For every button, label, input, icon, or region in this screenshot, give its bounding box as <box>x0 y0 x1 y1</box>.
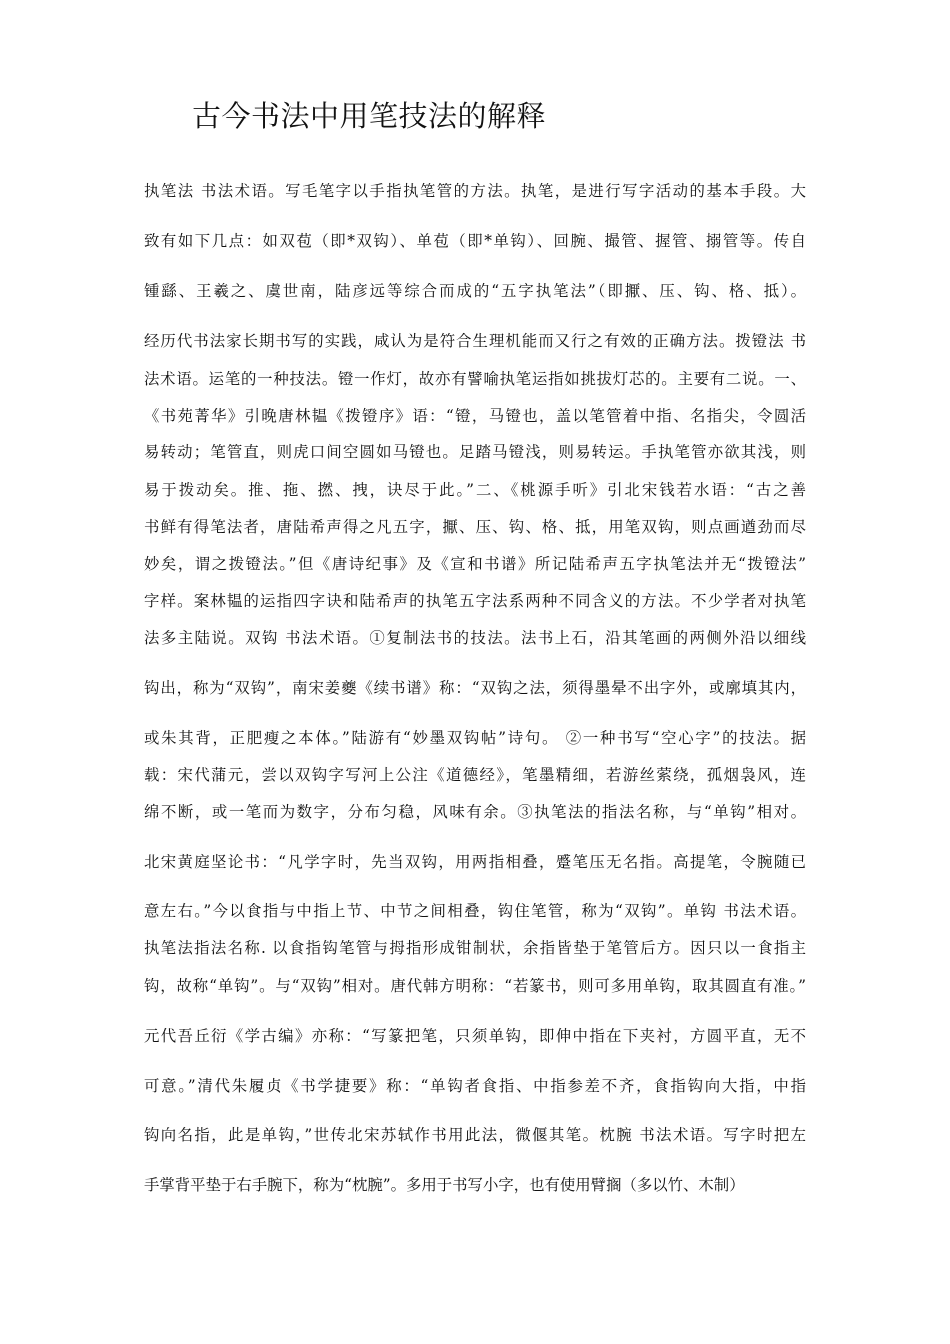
text-line: 《书苑菁华》引晚唐林韫《拨镫序》语：“镫，马镫也，盖以笔管着中指、名指尖，令圆活 <box>144 407 806 425</box>
text-line: 或朱其背，正肥瘦之本体。”陆游有“妙墨双钩帖”诗句。 ②一种书写“空心字”的技法。据 <box>144 729 806 747</box>
text-line: 绵不断，或一笔而为数字，分布匀稳，风味有余。③执笔法的指法名称，与“单钩”相对。 <box>144 803 806 821</box>
text-line: 可意。”清代朱履贞《书学捷要》称：“单钩者食指、中指参差不齐，食指钩向大指，中指 <box>144 1077 806 1095</box>
text-line: 锺繇、王羲之、虞世南，陆彦远等综合而成的“五字执笔法”（即擫、压、钩、格、抵）。 <box>144 282 806 300</box>
text-line: 法术语。运笔的一种技法。镫一作灯，故亦有譬喻执笔运指如挑拔灯芯的。主要有二说。一、 <box>144 370 806 388</box>
text-line: 元代吾丘衍《学古编》亦称：“写篆把笔，只须单钩，即伸中指在下夹衬，方圆平直，无不 <box>144 1027 806 1045</box>
text-line: 意左右。”今以食指与中指上节、中节之间相叠，钩住笔管，称为“双钩”。单钩 书法术语。 <box>144 902 806 920</box>
text-line: 钩出，称为“双钩”，南宋姜夔《续书谱》称：“双钩之法，须得墨晕不出字外，或廓填其内， <box>144 679 806 697</box>
text-line: 经历代书法家长期书写的实践，咸认为是符合生理机能而又行之有效的正确方法。拨镫法 书 <box>144 332 806 350</box>
text-line: 书鲜有得笔法者，唐陆希声得之凡五字，擫、压、钩、格、抵，用笔双钩，则点画遒劲而尽 <box>144 518 806 536</box>
text-line: 致有如下几点：如双苞（即*双钩）、单苞（即*单钩）、回腕、撮管、握管、搦管等。传自 <box>144 232 806 250</box>
text-line: 法多主陆说。双钩 书法术语。①复制法书的技法。法书上石，沿其笔画的两侧外沿以细线 <box>144 629 806 647</box>
text-line: 易于拨动矣。推、拖、撚、拽，诀尽于此。”二、《桃源手听》引北宋钱若水语：“古之善 <box>144 481 806 499</box>
text-line: 北宋黄庭坚论书：“凡学字时，先当双钩，用两指相叠，蹙笔压无名指。高提笔，令腕随已 <box>144 853 806 871</box>
text-line: 钩向名指，此是单钩，”世传北宋苏轼作书用此法，微偃其笔。枕腕 书法术语。写字时把左 <box>144 1126 806 1144</box>
text-line: 妙矣，谓之拨镫法。”但《唐诗纪事》及《宣和书谱》所记陆希声五字执笔法并无“拨镫法” <box>144 555 806 573</box>
text-line: 载：宋代蒲元，尝以双钩字写河上公注《道德经》，笔墨精细，若游丝萦绕，孤烟袅风，连 <box>144 766 806 784</box>
document-title: 古今书法中用笔技法的解释 <box>192 99 547 133</box>
text-line: 易转动；笔管直，则虎口间空圆如马镫也。足踏马镫浅，则易转运。手执笔管亦欲其浅，则 <box>144 443 806 461</box>
text-line: 手掌背平垫于右手腕下，称为“枕腕”。多用于书写小字，也有使用臂搁（多以竹、木制） <box>144 1176 745 1194</box>
text-line: 钩，故称“单钩”。与“双钩”相对。唐代韩方明称：“若篆书，则可多用单钩，取其圆直有准。” <box>144 977 806 995</box>
text-line: 字样。案林韫的运指四字诀和陆希声的执笔五字法系两种不同含义的方法。不少学者对执笔 <box>144 592 806 610</box>
text-line: 执笔法 书法术语。写毛笔字以手指执笔管的方法。执笔，是进行写字活动的基本手段。大 <box>144 182 806 200</box>
text-line: 执笔法指法名称. 以食指钩笔管与拇指形成钳制状，余指皆垫于笔管后方。因只以一食指主 <box>144 939 806 957</box>
